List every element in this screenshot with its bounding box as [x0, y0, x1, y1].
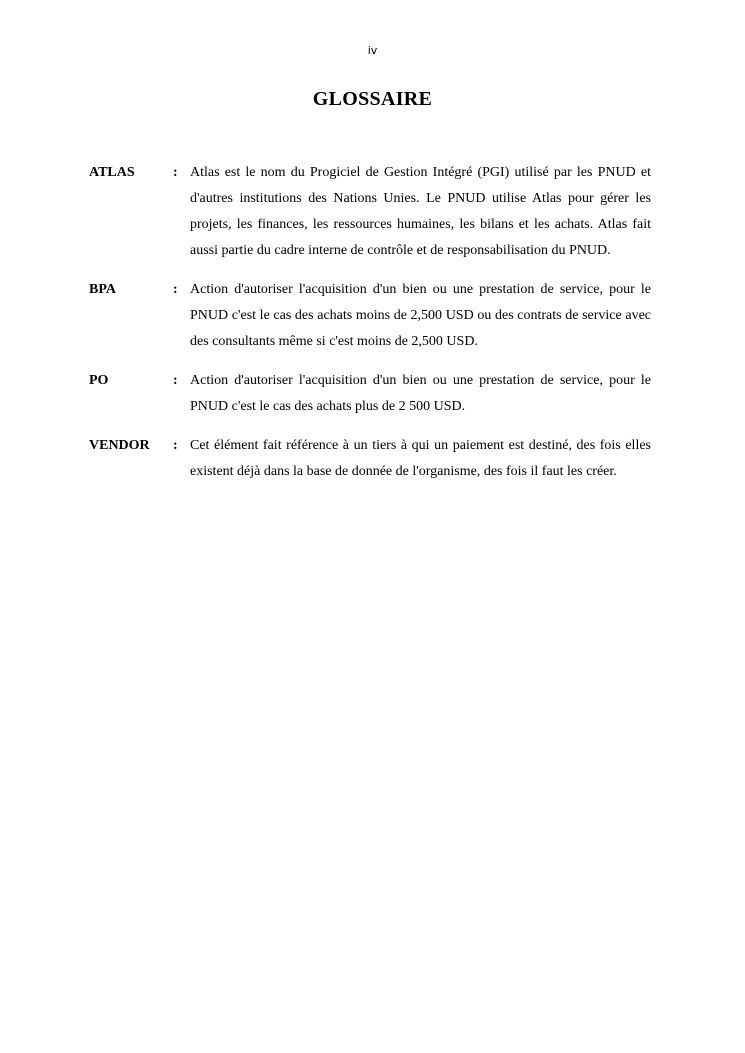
glossary-entry-vendor — [89, 433, 651, 485]
glossary-definition: Action d'autoriser l'acquisition d'un bien ou une prestation de service, pour le PNUD c'est le cas des achats plus de 2 500 USD. — [190, 373, 651, 414]
glossary-entry-bpa — [89, 277, 651, 355]
glossary-definition: Cet élément fait référence à un tiers à qui un paiement est destiné, des fois elles existent déjà dans la base de donnée de l'organisme, des fois il faut les créer. — [190, 438, 651, 479]
glossary-term: VENDOR — [89, 438, 150, 453]
glossary-term: PO — [89, 373, 109, 388]
page-title: GLOSSAIRE — [312, 88, 433, 110]
glossary-definition: Action d'autoriser l'acquisition d'un bien ou une prestation de service, pour le PNUD c'est le cas des achats moins de 2,500 USD ou des contrats de service avec des consultants même si c'est moins de 2,500 USD. — [190, 282, 651, 349]
glossary-entry-atlas — [89, 160, 651, 264]
glossary-definition: Atlas est le nom du Progiciel de Gestion Intégré (PGI) utilisé par les PNUD et d'autres institutions des Nations Unies. Le PNUD utilise Atlas pour gérer les projets, les finances, les ressources humaines, les bilans et les achats. Atlas fait aussi partie du cadre interne de contrôle et de responsabilisation du PNUD. — [190, 165, 651, 258]
glossary-separator: : — [173, 165, 178, 180]
page-number: iv — [367, 44, 378, 57]
glossary-separator: : — [173, 373, 178, 388]
glossary-entry-po — [89, 368, 651, 420]
glossary-list — [89, 160, 651, 498]
glossary-term: ATLAS — [89, 165, 135, 180]
glossary-separator: : — [173, 438, 178, 453]
glossary-separator: : — [173, 282, 178, 297]
glossary-term: BPA — [89, 282, 116, 297]
